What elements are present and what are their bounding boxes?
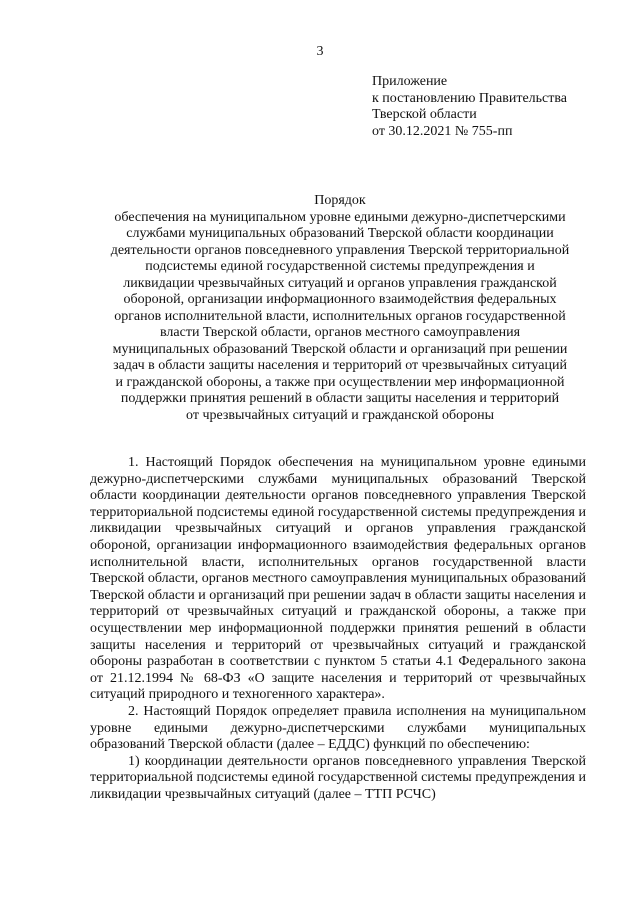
appendix-line: Приложение [372, 74, 448, 89]
title-line: обеспечения на муниципальном уровне едиными дежурно-диспетчерскими [114, 209, 566, 225]
page-number: 3 [316, 44, 324, 59]
title-line: органов исполнительной власти, исполнительных органов государственной [114, 308, 566, 324]
title-line: обороной, организации информационного взаимодействия федеральных [123, 292, 557, 307]
title-line: подсистемы единой государственной системы предупреждения и [145, 259, 535, 274]
appendix-line: от 30.12.2021 № 755-пп [372, 123, 513, 139]
paragraph-text: 1) координации деятельности органов повседневного управления Тверской территориальной подсистемы единой государственной системы предупреждения и ликвидации чрезвычайных ситуаций (далее – ТТП РСЧС) [90, 753, 586, 802]
paragraph-2 [90, 704, 586, 754]
title-line: власти Тверской области, органов местного самоуправления [159, 325, 521, 340]
paragraph-3 [90, 754, 586, 804]
title-line: задач в области защиты населения и территорий от чрезвычайных ситуаций [113, 358, 567, 373]
paragraph-text: 2. Настоящий Порядок определяет правила исполнения на муниципальном уровне едиными дежурно-диспетчерскими службами муниципальных образований Тверской области (далее – ЕДДС) функций по обеспечению: [90, 703, 586, 753]
appendix-block [372, 74, 622, 140]
appendix-line: к постановлению Правительства [372, 90, 568, 106]
paragraph-text: 1. Настоящий Порядок обеспечения на муниципальном уровне едиными дежурно-диспетчерскими службами муниципальных образований Тверской области координации деятельности органов повседневного управления Тверской территориальной подсистемы единой государственной системы предупреждения и ликвидации чрезвычайных ситуаций и органов управления гражданской обороной, организации информационного взаимодействия федеральных органов исполнительной власти, исполнительных органов государственной власти Тверской области, органов местного самоуправления муниципальных образований Тверской области и организаций при решении задач в области защиты населения и территорий от чрезвычайных ситуаций и гражданской обороны, а также при осуществлении мер информационной поддержки принятия решений в области защиты населения и территорий от чрезвычайных ситуаций и гражданской обороны разработан в соответствии с пунктом 5 статьи 4.1 Федерального закона от 21.12.1994 № 68-ФЗ «О защите населения и территорий от чрезвычайных ситуаций природного и техногенного характера». [90, 455, 586, 703]
paragraph-1 [90, 455, 586, 704]
title-heading: Порядок [314, 193, 366, 208]
document-body [90, 455, 586, 803]
appendix-line: Тверской области [372, 107, 477, 122]
title-line: ликвидации чрезвычайных ситуаций и органов управления гражданской [123, 275, 557, 291]
title-line: службами муниципальных образований Тверской области координации [126, 226, 554, 241]
title-line: и гражданской обороны, а также при осуществлении мер информационной [115, 374, 565, 390]
title-line: деятельности органов повседневного управления Тверской территориальной [110, 242, 570, 258]
title-line: поддержки принятия решений в области защиты населения и территорий [120, 391, 560, 406]
document-title [90, 193, 590, 424]
title-line: от чрезвычайных ситуаций и гражданской обороны [186, 407, 494, 423]
title-line: муниципальных образований Тверской области и организаций при решении [112, 341, 568, 357]
